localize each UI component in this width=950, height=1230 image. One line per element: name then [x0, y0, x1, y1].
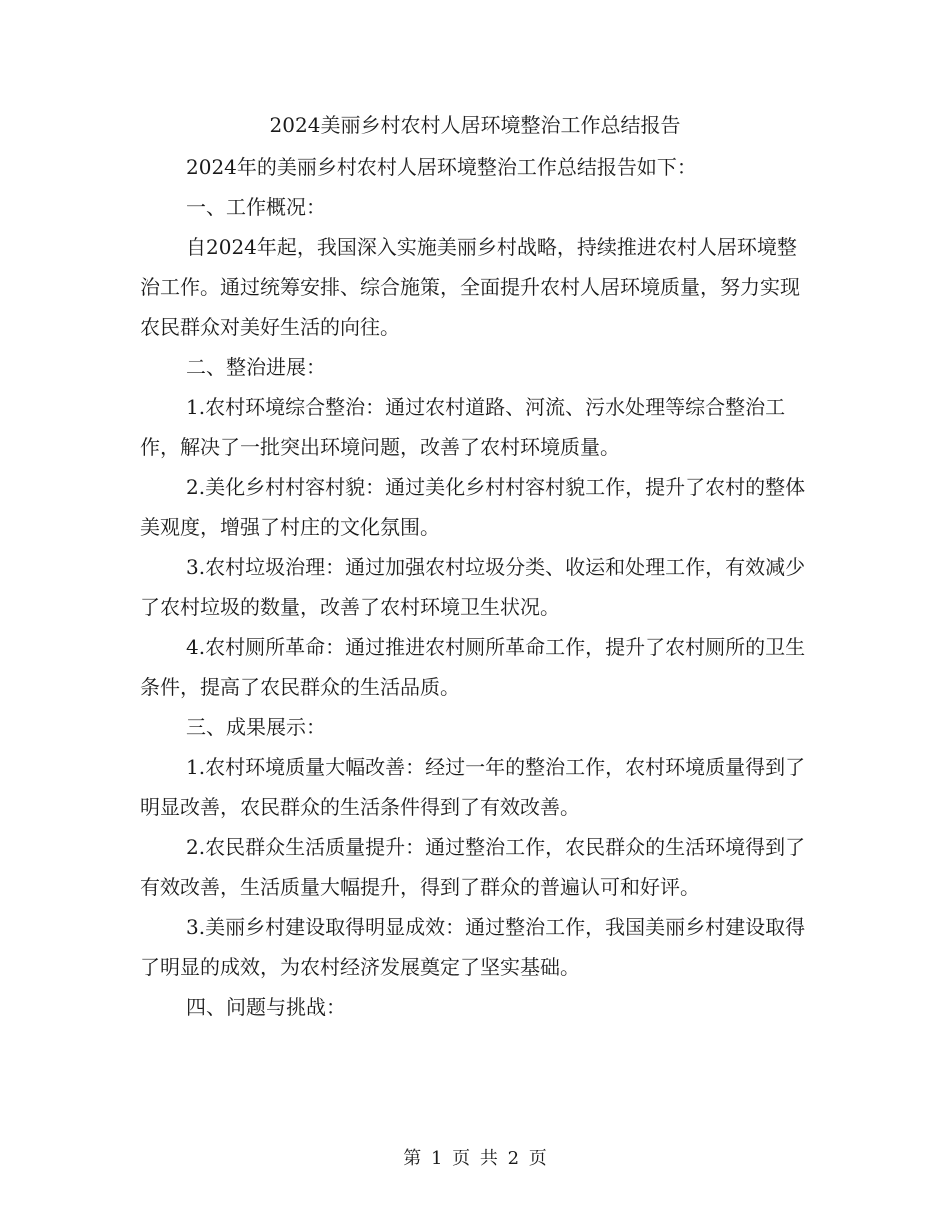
results-item-1: 1.农村环境质量大幅改善：经过一年的整治工作，农村环境质量得到了明显改善，农民群众的生活条件得到了有效改善。	[140, 755, 806, 819]
intro-paragraph: 2024年的美丽乡村农村人居环境整治工作总结报告如下：	[186, 155, 697, 179]
section-heading-results: 三、成果展示：	[186, 715, 326, 739]
page-number: 第 1 页 共 2 页	[403, 1148, 547, 1169]
document-body	[140, 147, 810, 1027]
section-heading-progress: 二、整治进展：	[186, 355, 326, 379]
section-heading-overview: 一、工作概况：	[186, 195, 326, 219]
document-title: 2024美丽乡村农村人居环境整治工作总结报告	[269, 113, 681, 137]
progress-item-3: 3.农村垃圾治理：通过加强农村垃圾分类、收运和处理工作，有效减少了农村垃圾的数量，改善了农村环境卫生状况。	[140, 555, 806, 619]
progress-item-2: 2.美化乡村村容村貌：通过美化乡村村容村貌工作，提升了农村的整体美观度，增强了村庄的文化氛围。	[140, 475, 806, 539]
progress-item-1: 1.农村环境综合整治：通过农村道路、河流、污水处理等综合整治工作，解决了一批突出环境问题，改善了农村环境质量。	[140, 395, 786, 459]
results-item-2: 2.农民群众生活质量提升：通过整治工作，农民群众的生活环境得到了有效改善，生活质量大幅提升，得到了群众的普遍认可和好评。	[140, 835, 806, 899]
results-item-3: 3.美丽乡村建设取得明显成效：通过整治工作，我国美丽乡村建设取得了明显的成效，为农村经济发展奠定了坚实基础。	[140, 915, 806, 979]
overview-paragraph: 自2024年起，我国深入实施美丽乡村战略，持续推进农村人居环境整治工作。通过统筹安排、综合施策，全面提升农村人居环境质量，努力实现农民群众对美好生活的向往。	[140, 235, 800, 339]
section-heading-challenges: 四、问题与挑战：	[186, 995, 346, 1019]
progress-item-4: 4.农村厕所革命：通过推进农村厕所革命工作，提升了农村厕所的卫生条件，提高了农民群众的生活品质。	[140, 635, 806, 699]
